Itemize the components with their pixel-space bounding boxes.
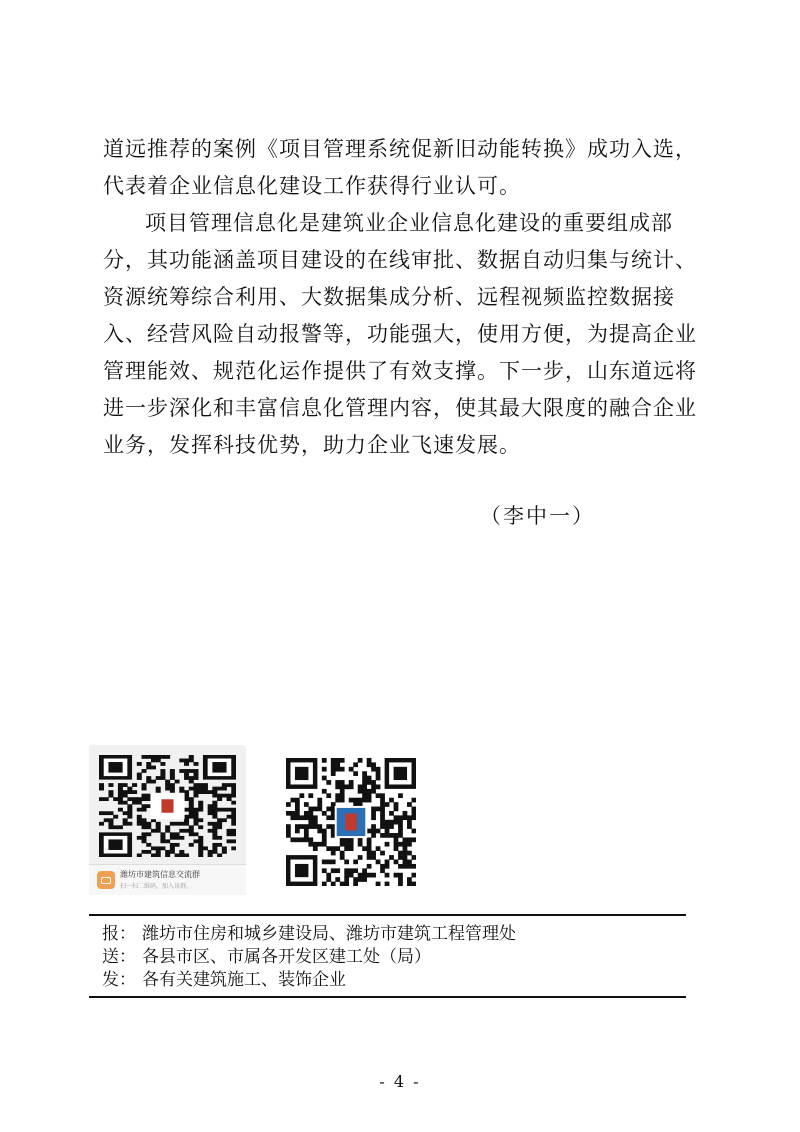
author-signature: （李中一） <box>480 504 595 528</box>
issue-label: 发 <box>102 970 119 990</box>
official-account-qr-code <box>286 758 416 886</box>
report-recipients: 潍坊市住房和城乡建设局、潍坊市建筑工程管理处 <box>142 924 516 944</box>
wechat-group-qr-card <box>89 745 246 895</box>
paragraph-2: 项目管理信息化是建筑业企业信息化建设的重要组成部分，其功能涵盖项目建设的在线审批、数据自动归集与统计、资源统筹综合利用、大数据集成分析、远程视频监控数据接入、经营风险自动报警等，功能强大，使用方便，为提高企业管理能效、规范化运作提供了有效支撑。下一步，山东道远将进一步深化和丰富信息化管理内容，使其最大限度的融合企业业务，发挥科技优势，助力企业飞速发展。 <box>103 211 697 457</box>
send-recipients: 各县市区、市属各开发区建工处（局） <box>142 947 431 967</box>
group-name: 潍坊市建筑信息交流群 <box>120 870 200 879</box>
send-label: 送 <box>102 947 119 967</box>
report-row <box>102 923 682 946</box>
distribution-list <box>102 923 682 992</box>
bottom-divider <box>89 996 686 998</box>
page-number: - 4 - <box>379 1072 421 1091</box>
qr-card-footer <box>89 864 246 895</box>
group-qr-code <box>99 755 236 857</box>
issue-row <box>102 969 682 992</box>
issue-recipients: 各有关建筑施工、装饰企业 <box>142 970 346 990</box>
colon: ： <box>119 970 136 990</box>
colon: ： <box>119 947 136 967</box>
paragraph-1: 道远推荐的案例《项目管理系统促新旧动能转换》成功入选，代表着企业信息化建设工作获得行业认可。 <box>103 137 697 198</box>
article-body <box>103 131 703 464</box>
group-hint: 扫一扫二维码，加入该群。 <box>120 883 193 890</box>
report-label: 报 <box>102 924 119 944</box>
top-divider <box>89 914 686 916</box>
colon: ： <box>119 924 136 944</box>
send-row <box>102 946 682 969</box>
group-chat-icon <box>97 871 115 889</box>
